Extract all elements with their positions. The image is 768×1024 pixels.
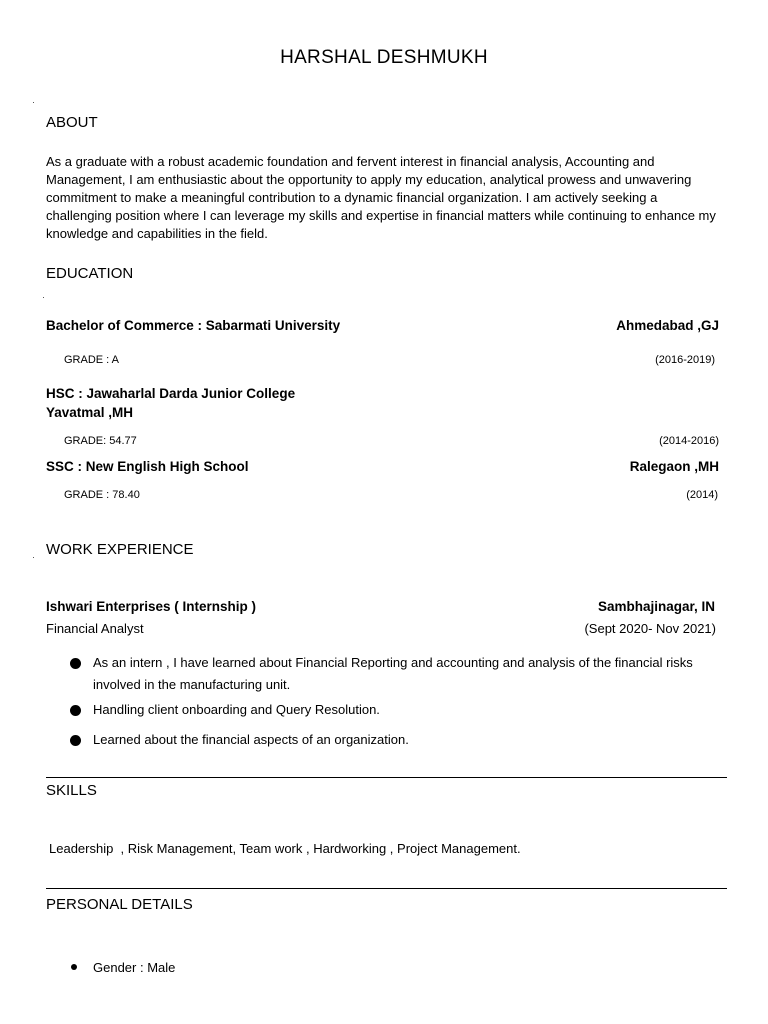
work-bullet: Handling client onboarding and Query Resolution. [93,702,380,717]
about-paragraph: As a graduate with a robust academic foundation and fervent interest in financial analysis, Accounting and Management, I am enthusiastic about the opportunity to apply my education, analytical prowess and unwavering commitment to make a meaningful contribution to a dynamic financial organization. I am actively seeking a challenging position where I can leverage my skills and expertise in financial matters while continuing to enhance my knowledge and capabilities in the field. [46,154,716,241]
education-years: (2014) [686,489,718,501]
education-title: SSC : New English High School [46,459,249,474]
work-company: Ishwari Enterprises ( Internship ) [46,599,257,614]
education-location: Ralegaon ,MH [629,459,719,474]
education-title: Bachelor of Commerce : Sabarmati University [46,318,341,333]
resume-name: HARSHAL DESHMUKH [280,47,488,68]
bullet-icon [70,658,81,669]
education-title-line2: Yavatmal ,MH [46,405,134,420]
education-location: Ahmedabad ,GJ [616,318,719,333]
education-years: (2014-2016) [659,435,719,447]
bullet-icon [70,705,81,716]
work-period: (Sept 2020- Nov 2021) [584,621,716,636]
speck-mark [33,102,34,103]
work-heading: WORK EXPERIENCE [46,541,194,558]
speck-mark [33,557,34,558]
education-grade: GRADE: 54.77 [64,435,137,447]
education-grade: GRADE : 78.40 [64,489,140,501]
skills-text: Leadership , Risk Management, Team work , Hardworking , Project Management. [49,841,521,856]
personal-heading: PERSONAL DETAILS [46,896,193,913]
work-location: Sambhajinagar, IN [597,599,715,614]
section-divider [46,777,727,778]
work-bullet: Learned about the financial aspects of an organization. [93,732,409,747]
education-title: HSC : Jawaharlal Darda Junior College [46,386,296,401]
education-heading: EDUCATION [46,265,134,282]
education-grade: GRADE : A [64,354,120,366]
bullet-icon [70,735,81,746]
bullet-icon [71,964,77,970]
work-bullet: As an intern , I have learned about Financial Reporting and accounting and analysis of the financial risks [93,655,693,670]
education-years: (2016-2019) [655,354,715,366]
section-divider [46,888,727,889]
about-heading: ABOUT [46,114,98,131]
personal-item: Gender : Male [93,960,176,975]
work-bullet-continued: involved in the manufacturing unit. [93,677,291,692]
work-role: Financial Analyst [46,621,144,636]
speck-mark [43,297,44,298]
skills-heading: SKILLS [46,782,97,799]
